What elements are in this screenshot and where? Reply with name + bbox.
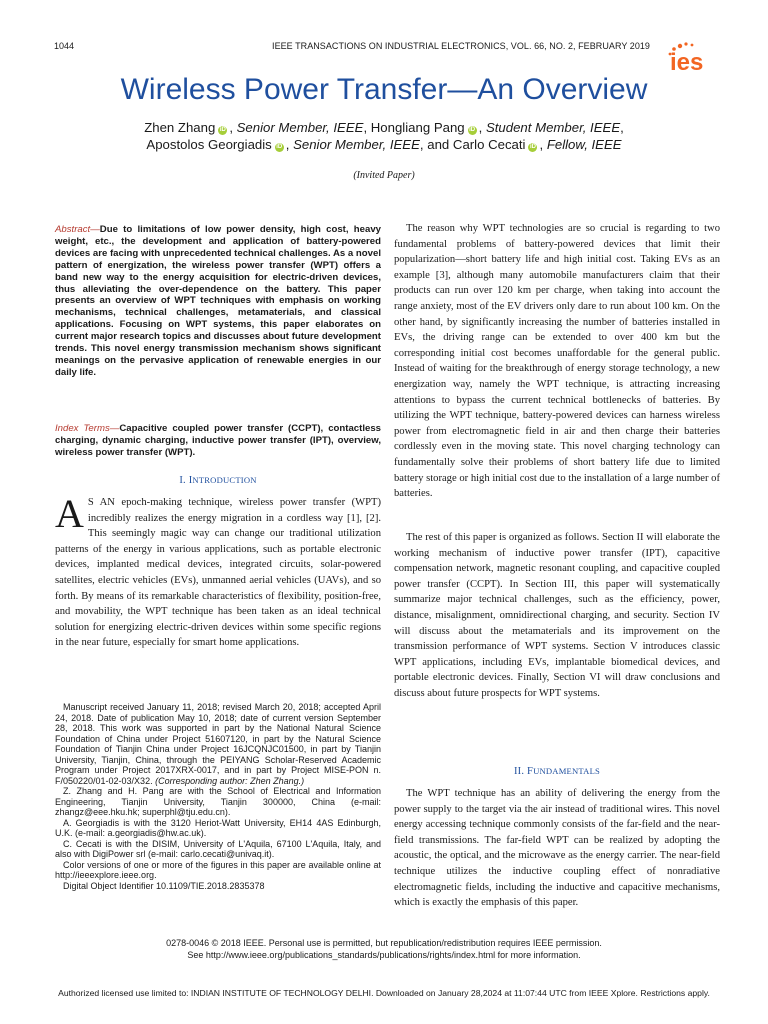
introduction-paragraph — [55, 491, 381, 651]
copyright-notice: 0278-0046 © 2018 IEEE. Personal use is permitted, but republication/redistribution requires IEEE permission. — [166, 938, 602, 948]
index-terms-label: Index Terms— — [55, 423, 120, 434]
author-name: Hongliang Pang — [370, 120, 465, 135]
journal-running-header: IEEE TRANSACTIONS ON INDUSTRIAL ELECTRONICS, VOL. 66, NO. 2, FEBRUARY 2019 — [272, 41, 650, 51]
footnote-affiliation: C. Cecati is with the DISIM, University of L'Aquila, 67100 L'Aquila, Italy, and also with DigiPower srl (e-mail: carlo.cecati@univaq.it). — [55, 838, 381, 859]
paper-title: Wireless Power Transfer—An Overview — [120, 73, 648, 106]
footnote-affiliation: A. Georgiadis is with the 3120 Heriot-Watt University, EH14 4AS Edinburgh, U.K. (e-mail: a.georgiadis@hw.ac.uk). — [55, 817, 381, 838]
orcid-icon: iD — [219, 127, 226, 133]
abstract — [55, 224, 381, 379]
section-number: II. — [513, 766, 525, 777]
footnote — [55, 702, 381, 891]
and-word: and — [427, 137, 450, 152]
ies-logo — [666, 40, 720, 74]
invited-paper-note: (Invited Paper) — [353, 170, 415, 181]
author-affiliation: Fellow, IEEE — [546, 137, 622, 152]
abstract-label: Abstract— — [55, 224, 100, 235]
author-affiliation: Student Member, IEEE — [485, 120, 621, 135]
body-paragraph: The reason why WPT technologies are so crucial is regarding to two fundamental problems of battery-powered devices that limit their popularization—short battery life and high initial cost. Taking EVs as an example [3], although many automobile manufacturers claim that their products can run over 120 km per charge, when taking into account the range anxiety, most of the EV drivers only dare to run about 100 km. On the other hand, by significantly increasing the number of batteries installed in EVs, the driving range can be extended to over 400 km but the corresponding initial cost becomes unaffordable for the general public. Instead of waiting for the breakthrough of energy storage technology, a new energization way, namely the WPT technique, is attracting increasing attentions to bypass the current technical bottlenecks of batteries. By utilizing the WPT technique, battery-powered devices can harness wireless power from electromagnetic field in air and then charge their batteries cordlessly even in the moving state. This novel charging technology can fundamentally solve their problems of short battery life due to limited battery storage or high initial cost due to the installation of a large number of batteries. — [394, 223, 720, 500]
logo-text: ies — [670, 49, 704, 74]
author-affiliation: Senior Member, IEEE — [293, 137, 420, 152]
section-heading-fundamentals: II. FUNDAMENTALS — [513, 766, 600, 777]
footnote-doi: Digital Object Identifier 10.1109/TIE.2018.2835378 — [63, 880, 265, 891]
author-name: Carlo Cecati — [452, 137, 526, 152]
body-paragraph: The WPT technique has an ability of delivering the energy from the power supply to the target via the air instead of traditional wires. This novel energy accessing technique commonly consists of the far-field and the near-field transmissions. The far-field WPT can be realized by adopting the acoustic, the optical, and the microwave as the energy carrier. The near-field technique utilizes the inductive coupling effect of nonradiative electromagnetic fields, including the inductive and capacitive mechanisms, which is exactly the emphasis of this paper. — [394, 788, 720, 909]
footnote-color-note: Color versions of one or more of the figures in this paper are available online at http://ieeexplore.ieee.org. — [55, 859, 381, 880]
section-number: I. — [179, 475, 186, 486]
page-number: 1044 — [54, 41, 75, 51]
footnote-affiliation: Z. Zhang and H. Pang are with the School of Electrical and Information Engineering, Tianjin University, Tianjin 300000, China (e-mail: zhangz@eee.hku.hk; superphl@tju.edu.cn). — [55, 786, 381, 817]
orcid-icon: iD — [469, 127, 476, 133]
rights-link[interactable]: See http://www.ieee.org/publications_standards/publications/rights/index.html for more information. — [187, 950, 581, 960]
author-line: Zhen Zhang iD , Senior Member, IEEE, Hongliang Pang iD , Student Member, IEEE, — [144, 120, 624, 135]
author-name: Zhen Zhang — [144, 120, 216, 135]
corresponding-author: (Corresponding author: Zhen Zhang.) — [155, 775, 305, 786]
footnote-manuscript: Manuscript received January 11, 2018; revised March 20, 2018; accepted April 24, 2018. Date of publication May 10, 2018; date of current version September 28, 2018. This work was supported in part by the National Natural Science Foundation of China under Project 51607120, in part by the Natural Science Foundation of Tianjin China under Project 16JCQNJC01500, in part by Tianjin University, Tianjin, China, through the PEIYANG Scholar-Reserved Academic Program under Project 2017XRX-0017, and in part by Project MISE-PON n. F/050220/01-02-03/X32. (Corresponding author: Zhen Zhang.) — [55, 702, 381, 786]
introduction-text: S AN epoch-making technique, wireless power transfer (WPT) incredibly realizes the energy migration in a cordless way [1], [2]. This seemingly magic way can change our traditional utilization patterns of the energy in various applications, such as portable electronic devices, implanted medical devices, integrated circuits, solar-powered satellites, electric vehicles (EVs), unmanned aerial vehicles (UAVs), and so forth. By means of its remarkable characteristics of flexibility, position-free, and movability, the WPT technique has been taken as an ideal technical solution for energizing electric-driven devices within some specific regions in the near future, especially for smart home applications. — [55, 497, 381, 649]
body-paragraph: The rest of this paper is organized as follows. Section II will elaborate the working mechanism of inductive power transfer (IPT), capacitive compensation network, magnetic resonant coupling, and capacitive coupled power transfer (CCPT). In Section III, this paper will systematically summarize major technical challenges, such as the efficiency, power, distance, misalignment, omnidirectional charging, and security. Section IV will discuss about the metamaterials and its improvement on the transmission performance of WPT systems. Section V introduces classic WPT applications, including EVs, implantable biomedical devices, and portable electronic devices. Finally, Section VI will draw conclusions and discuss about future prospects for WPT systems. — [394, 532, 720, 699]
author-name: Apostolos Georgiadis — [146, 137, 272, 152]
abstract-text: Due to limitations of low power density, high cost, heavy weight, etc., the development and application of battery-powered devices are facing with unprecedented technical challenges. As a novel pattern of energization, the wireless power transfer (WPT) offers a band new way to the energy acquisition for electric-driven devices, thus alleviating the over-dependence on the battery. This paper presents an overview of WPT techniques with emphasis on working mechanisms, technical challenges, metamaterials, and classical applications. Focusing on WPT systems, this paper elaborates on current major research topics and discusses about future development trends. This novel energy transmission mechanism shows significant meanings on the pervasive application of renewable energies in our daily life. — [55, 224, 381, 378]
orcid-icon: iD — [529, 144, 536, 150]
author-line: Apostolos Georgiadis iD , Senior Member, IEEE, and Carlo Cecati iD , Fellow, IEEE — [146, 137, 622, 152]
orcid-icon: iD — [276, 144, 283, 150]
author-affiliation: Senior Member, IEEE — [236, 120, 364, 135]
section-heading-introduction: I. INTRODUCTION — [179, 475, 257, 486]
license-statement: Authorized licensed use limited to: INDIAN INSTITUTE OF TECHNOLOGY DELHI. Downloaded on January 28,2024 at 11:07:44 UTC from IEEE Xplore. Restrictions apply. — [58, 988, 710, 998]
index-terms-text: Capacitive coupled power transfer (CCPT), contactless charging, dynamic charging, inductive power transfer (IPT), overview, wireless power transfer (WPT). — [55, 423, 381, 458]
drop-cap: A — [55, 491, 84, 536]
index-terms — [55, 423, 381, 459]
